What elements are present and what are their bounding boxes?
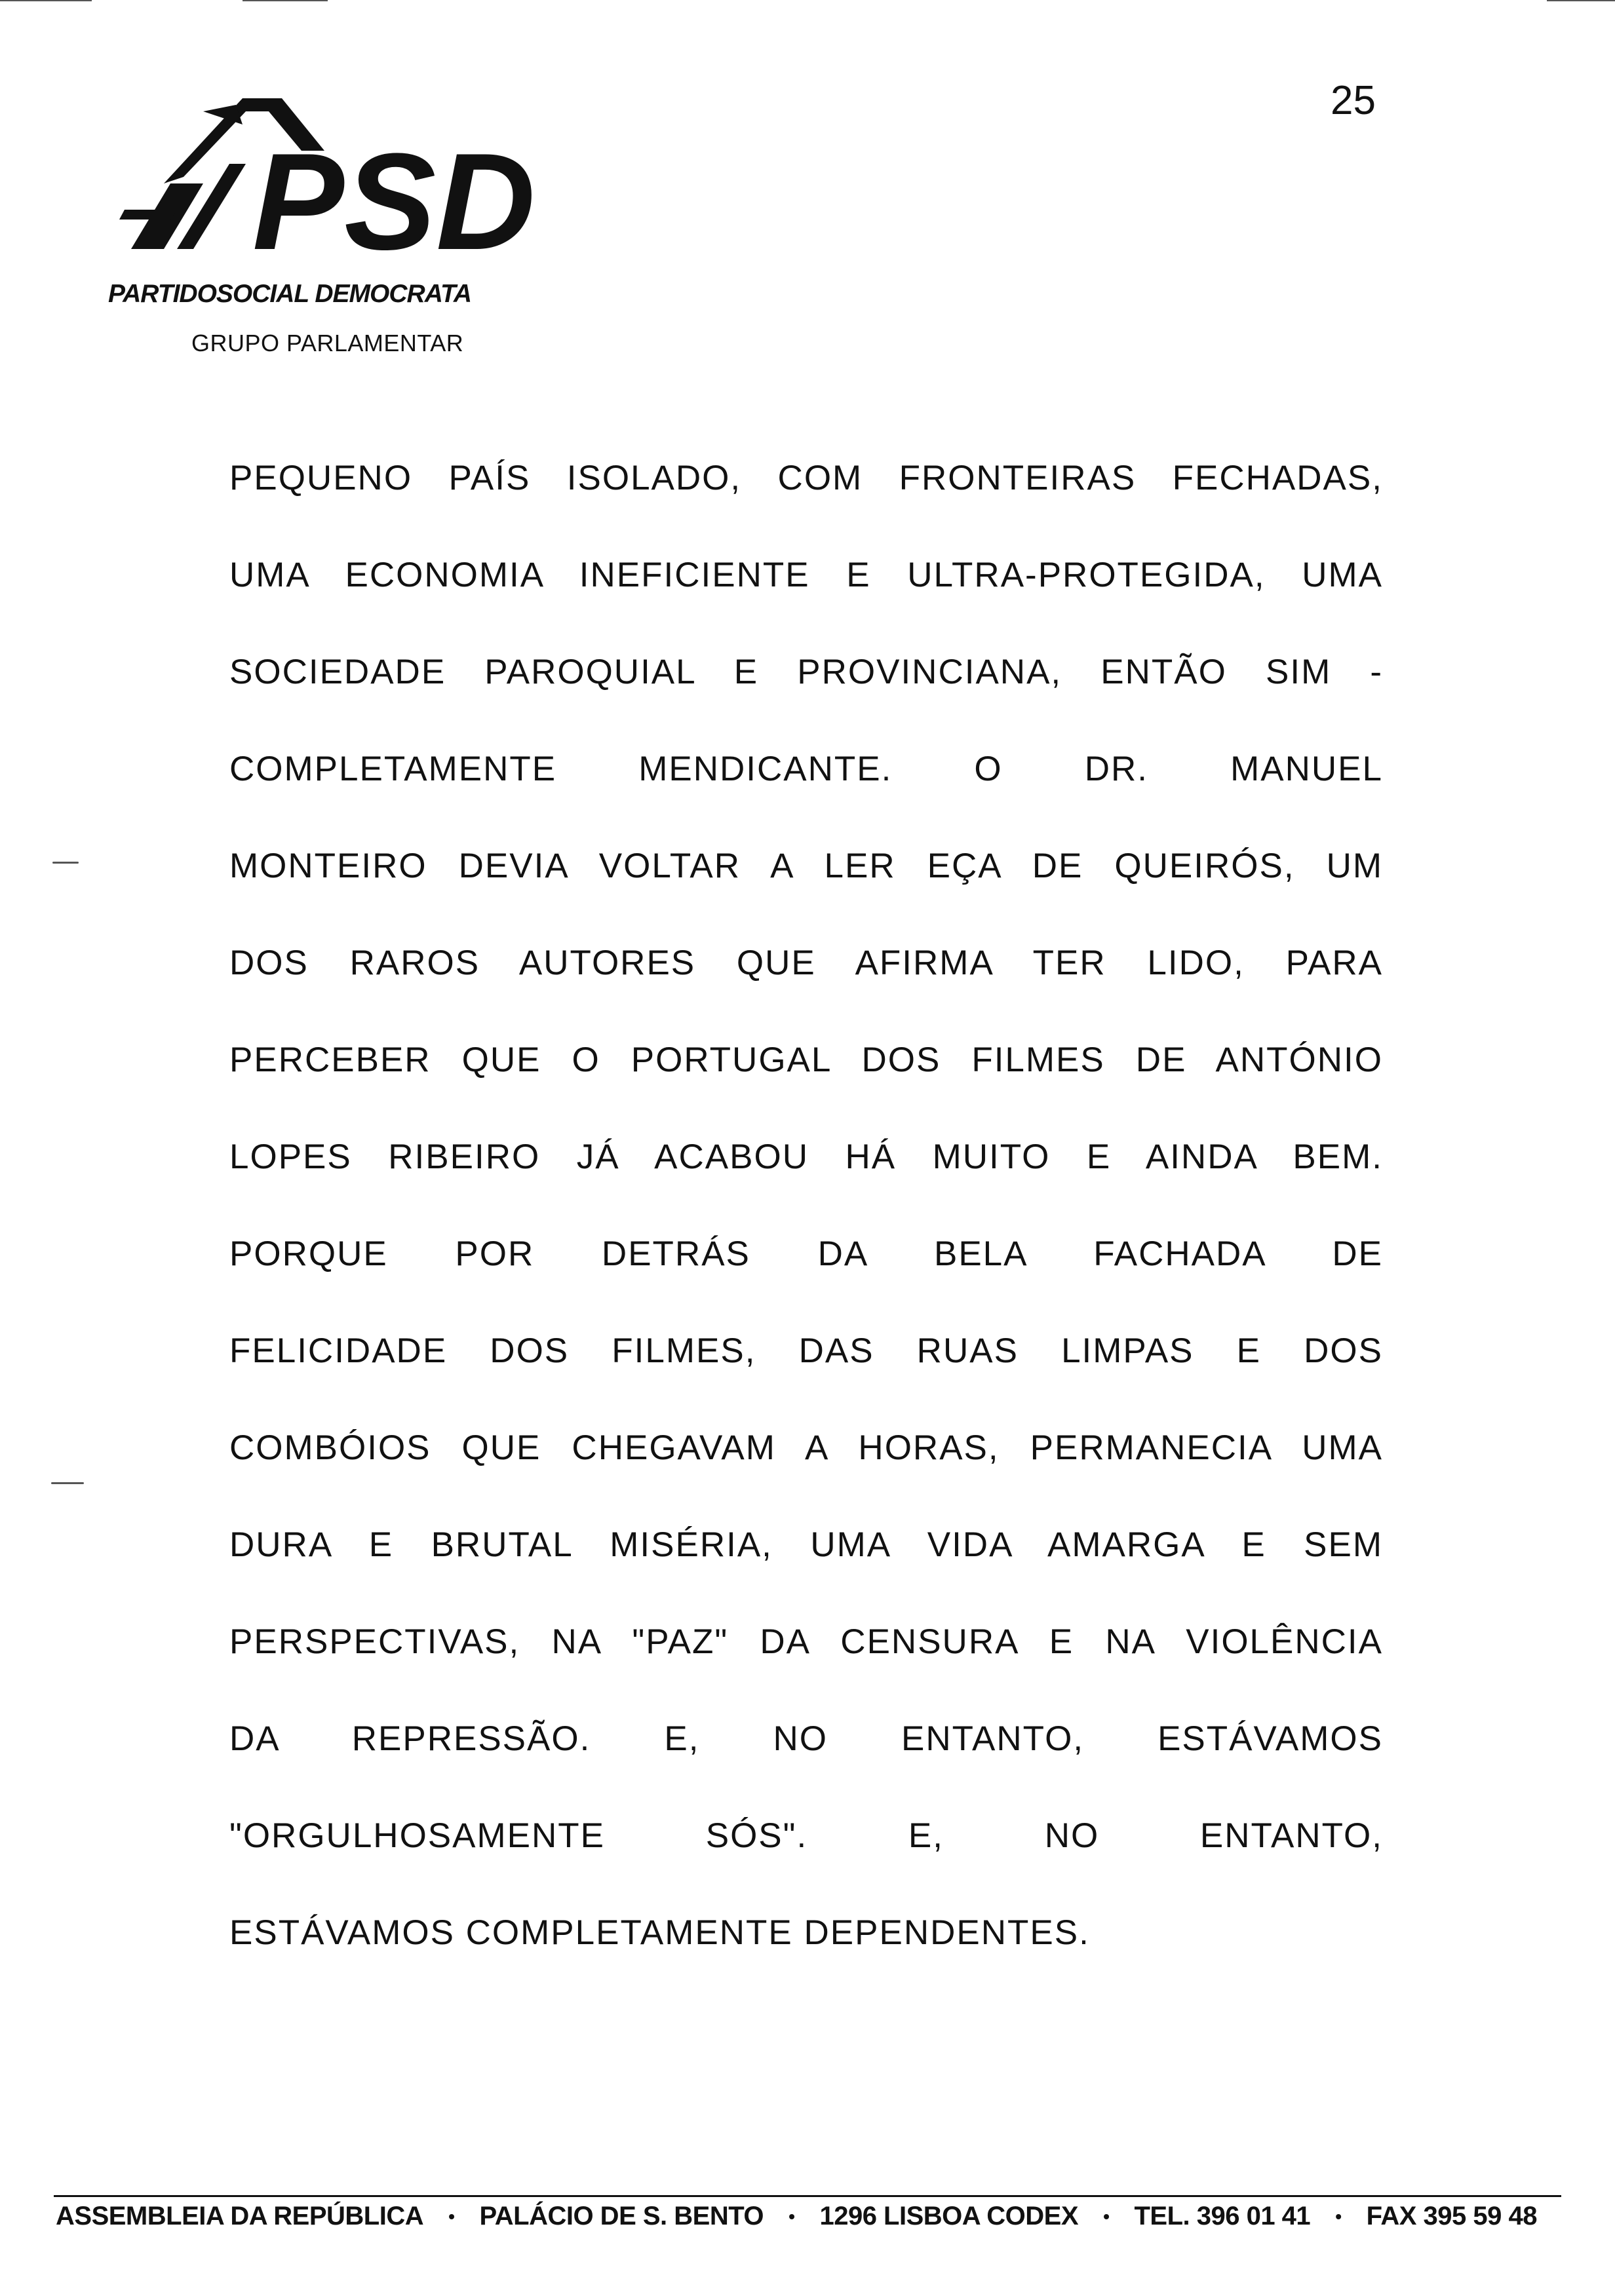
- body-line: DA REPRESSÃO. E, NO ENTANTO, ESTÁVAMOS: [229, 1719, 1383, 1758]
- body-line: FELICIDADE DOS FILMES, DAS RUAS LIMPAS E DOS: [229, 1331, 1383, 1370]
- scan-artifact: [0, 0, 92, 1]
- body-text: [229, 446, 1383, 1997]
- psd-arrow-logo-icon: [105, 85, 577, 256]
- footer-bullet: •: [1335, 2206, 1342, 2227]
- body-line: UMA ECONOMIA INEFICIENTE E ULTRA-PROTEGIDA, UMA: [229, 556, 1383, 594]
- logo-letters: PSD: [252, 124, 535, 256]
- psd-logo: [105, 85, 577, 256]
- footer-rule: [54, 2195, 1561, 2197]
- body-line: LOPES RIBEIRO JÁ ACABOU HÁ MUITO E AINDA BEM.: [229, 1138, 1383, 1176]
- footer-phone: TEL. 396 01 41: [1134, 2202, 1311, 2230]
- page-number: 25: [1331, 78, 1376, 123]
- body-line: MONTEIRO DEVIA VOLTAR A LER EÇA DE QUEIRÓS, UM: [229, 847, 1383, 885]
- footer-bullet: •: [1103, 2206, 1110, 2227]
- body-line: SOCIEDADE PAROQUIAL E PROVINCIANA, ENTÃO SIM -: [229, 653, 1383, 691]
- body-line: PERSPECTIVAS, NA "PAZ" DA CENSURA E NA VIOLÊNCIA: [229, 1622, 1383, 1661]
- footer: [56, 2202, 1537, 2231]
- footer-fax: FAX 395 59 48: [1366, 2202, 1537, 2230]
- body-line: DOS RAROS AUTORES QUE AFIRMA TER LIDO, PARA: [229, 944, 1383, 982]
- body-line: ESTÁVAMOS COMPLETAMENTE DEPENDENTES.: [229, 1913, 1090, 1952]
- body-line: COMPLETAMENTE MENDICANTE. O DR. MANUEL: [229, 750, 1383, 788]
- body-line: "ORGULHOSAMENTE SÓS". E, NO ENTANTO,: [229, 1816, 1383, 1855]
- footer-bullet: •: [788, 2206, 795, 2227]
- footer-city: 1296 LISBOA CODEX: [819, 2202, 1079, 2230]
- scan-artifact: [51, 1482, 84, 1484]
- footer-building: PALÁCIO DE S. BENTO: [479, 2202, 764, 2230]
- body-line: COMBÓIOS QUE CHEGAVAM A HORAS, PERMANECIA UMA: [229, 1428, 1383, 1467]
- footer-address: ASSEMBLEIA DA REPÚBLICA: [56, 2202, 424, 2230]
- group-name: GRUPO PARLAMENTAR: [191, 330, 464, 356]
- body-line: PEQUENO PAÍS ISOLADO, COM FRONTEIRAS FECHADAS,: [229, 459, 1383, 497]
- body-line: DURA E BRUTAL MISÉRIA, UMA VIDA AMARGA E SEM: [229, 1525, 1383, 1564]
- party-name: PARTIDOSOCIAL DEMOCRATA: [108, 280, 472, 308]
- footer-bullet: •: [448, 2206, 455, 2227]
- body-line: PORQUE POR DETRÁS DA BELA FACHADA DE: [229, 1234, 1383, 1273]
- scan-artifact: [243, 0, 328, 1]
- scan-artifact: [1547, 0, 1615, 1]
- scan-artifact: [52, 862, 79, 864]
- body-line: PERCEBER QUE O PORTUGAL DOS FILMES DE ANTÓNIO: [229, 1041, 1383, 1079]
